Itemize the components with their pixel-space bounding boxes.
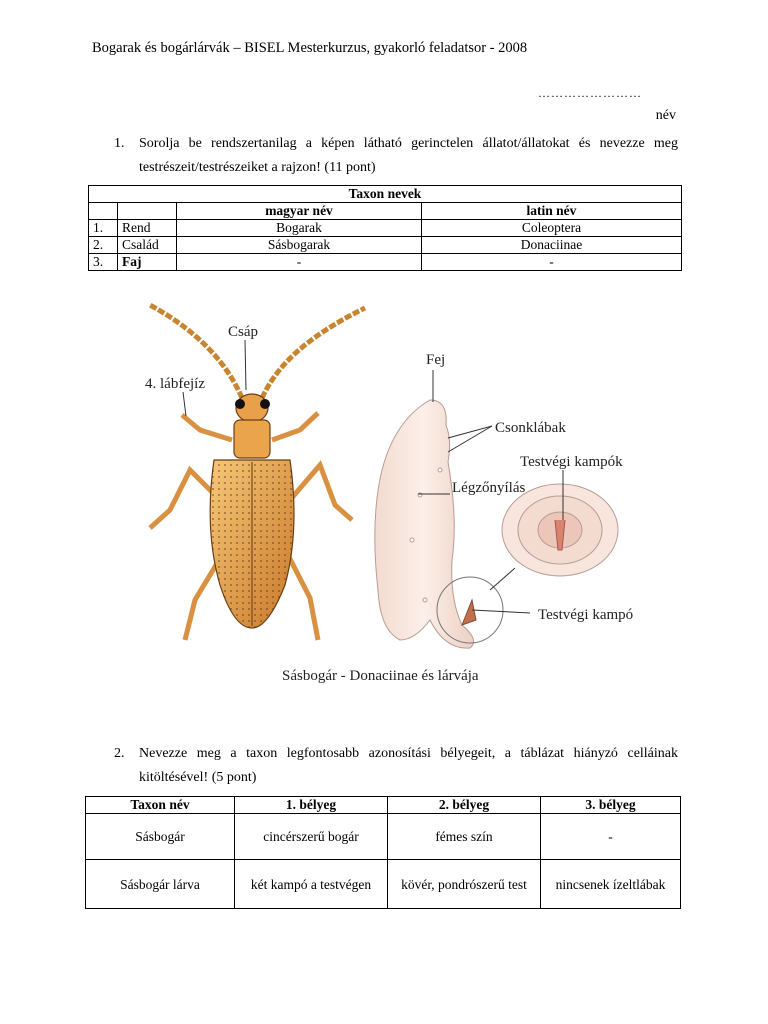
cell-trait-1: cincérszerű bogár [235,814,388,860]
table-row [86,860,681,909]
figure-caption: Sásbogár - Donaciinae és lárvája [282,668,479,684]
row-latin-name: - [422,254,682,271]
col-header-hungarian: magyar név [177,203,422,220]
question-2 [114,742,678,790]
row-hungarian-name: Sásbogarak [177,237,422,254]
label-fej: Fej [426,352,446,368]
cell-trait-2: kövér, pondrószerű test [388,860,541,909]
label-legzonyilas: Légzőnyílás [452,480,526,496]
row-rank: Faj [118,254,177,271]
col-header-trait-2: 2. bélyeg [388,797,541,814]
col-header-taxon: Taxon név [86,797,235,814]
taxon-table-title: Taxon nevek [89,186,682,203]
label-testvegi-kampok: Testvégi kampók [520,454,623,470]
label-csap: Csáp [228,324,258,340]
row-number: 1. [89,220,118,237]
question-2-text: Nevezze meg a taxon legfontosabb azonosítási bélyegeit, a táblázat hiányzó celláinak kitöltésével! (5 pont) [139,746,678,785]
cell-trait-2: fémes szín [388,814,541,860]
document-header: Bogarak és bogárlárvák – BISEL Mesterkurzus, gyakorló feladatsor - 2008 [92,40,528,56]
label-labfejiz: 4. lábfejíz [145,376,205,392]
row-rank: Család [118,237,177,254]
col-header-trait-1: 1. bélyeg [235,797,388,814]
label-testvegi-kampo: Testvégi kampó [538,607,634,623]
cell-trait-3: nincsenek ízeltlábak [541,860,681,909]
row-latin-name: Coleoptera [422,220,682,237]
cell-trait-3: - [541,814,681,860]
col-header-latin: latin név [422,203,682,220]
col-header-trait-3: 3. bélyeg [541,797,681,814]
row-rank: Rend [118,220,177,237]
name-label: név [655,108,676,123]
question-1-text: Sorolja be rendszertanilag a képen látható gerinctelen állatot/állatokat és nevezze meg testrészeit/testrészeiket a rajzon! (11 pont) [139,136,678,175]
row-hungarian-name: - [177,254,422,271]
question-1-number: 1. [114,136,125,151]
beetle-drawing [150,305,365,640]
name-line: …………………… [538,86,642,100]
row-number: 3. [89,254,118,271]
label-csonklabak: Csonklábak [495,420,566,436]
table-row [86,814,681,860]
cell-trait-1: két kampó a testvégen [235,860,388,909]
row-hungarian-name: Bogarak [177,220,422,237]
cell-taxon: Sásbogár lárva [86,860,235,909]
row-latin-name: Donaciinae [422,237,682,254]
cell-taxon: Sásbogár [86,814,235,860]
row-number: 2. [89,237,118,254]
traits-table [85,796,681,909]
question-2-number: 2. [114,746,125,761]
